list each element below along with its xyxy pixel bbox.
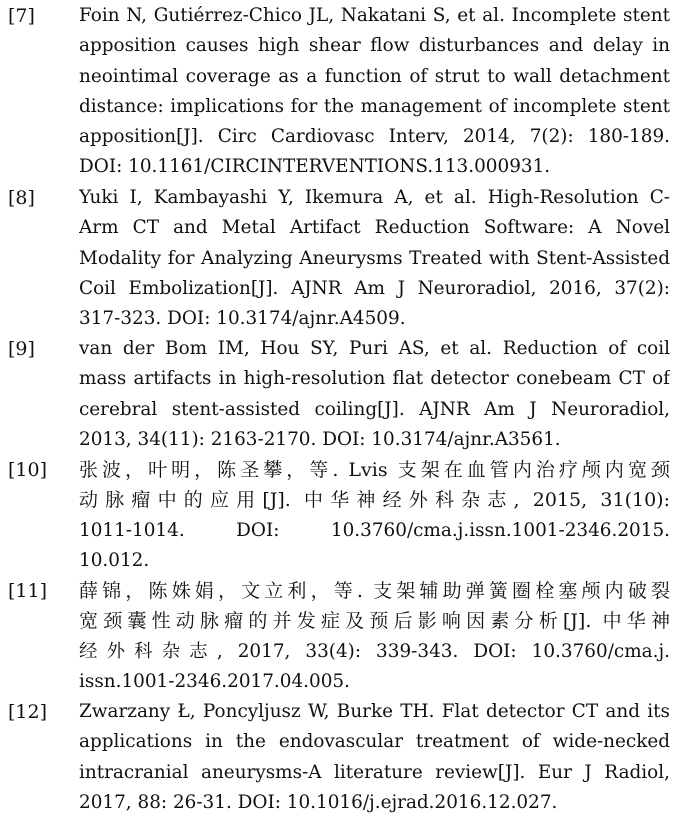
reference-line: Yuki I, Kambayashi Y, Ikemura A, et al. High-Resolution C- xyxy=(79,187,670,208)
reference-line: issn.1001-2346.2017.04.005. xyxy=(79,670,350,692)
reference-number: [12] xyxy=(8,701,48,723)
reference-line: 10.012. xyxy=(79,549,150,571)
reference-line: DOI: 10.1161/CIRCINTERVENTIONS.113.000931. xyxy=(79,156,551,178)
reference-line: neointimal coverage as a function of strut to wall detachment xyxy=(79,65,670,87)
reference-text xyxy=(79,183,670,334)
reference-line: Zwarzany Ł, Poncyljusz W, Burke TH. Flat detector CT and its xyxy=(79,701,670,722)
reference-line: applications in the endovascular treatment of wide-necked xyxy=(79,731,670,753)
reference-number: [8] xyxy=(8,187,35,209)
reference-line: 张波，叶明，陈圣攀，等. Lvis 支架在血管内治疗颅内宽颈 xyxy=(79,459,670,481)
reference-number: [10] xyxy=(8,459,48,481)
reference-line: 宽颈囊性动脉瘤的并发症及预后影响因素分析[J]. 中华神 xyxy=(79,610,670,633)
reference-line: 317-323. DOI: 10.3174/ajnr.A4509. xyxy=(79,308,406,330)
reference-line: intracranial aneurysms-A literature review[J]. Eur J Radiol, xyxy=(79,761,670,783)
reference-line: distance: implications for the management of incomplete stent xyxy=(79,95,670,117)
reference-number: [7] xyxy=(8,5,35,27)
reference-text xyxy=(79,455,670,576)
reference-text xyxy=(79,697,670,818)
reference-text xyxy=(79,1,670,183)
reference-line: Arm CT and Metal Artifact Reduction Software: A Novel xyxy=(79,217,670,239)
reference-line: apposition[J]. Circ Cardiovasc Interv, 2014, 7(2): 180-189. xyxy=(79,126,670,148)
reference-line: 2017, 88: 26-31. DOI: 10.1016/j.ejrad.2016.12.027. xyxy=(79,791,558,813)
reference-line: apposition causes high shear flow disturbances and delay in xyxy=(79,35,670,57)
reference-line: 薛锦，陈姝娟，文立利，等. 支架辅助弹簧圈栓塞颅内破裂 xyxy=(79,580,670,602)
reference-line: 经外科杂志, 2017, 33(4): 339-343. DOI: 10.3760/cma.j. xyxy=(79,640,670,662)
reference-line: cerebral stent-assisted coiling[J]. AJNR Am J Neuroradiol, xyxy=(79,398,670,420)
reference-line: 动脉瘤中的应用[J]. 中华神经外科杂志, 2015, 31(10): xyxy=(79,489,670,512)
reference-line: van der Bom IM, Hou SY, Puri AS, et al. Reduction of coil xyxy=(79,338,670,359)
reference-line: 2013, 34(11): 2163-2170. DOI: 10.3174/ajnr.A3561. xyxy=(79,428,561,450)
reference-line: 1011-1014. DOI: 10.3760/cma.j.issn.1001-2346.2015. xyxy=(79,519,670,541)
reference-text xyxy=(79,576,670,697)
reference-line: Foin N, Gutiérrez-Chico JL, Nakatani S, et al. Incomplete stent xyxy=(79,5,670,26)
reference-number: [9] xyxy=(8,338,35,360)
reference-text xyxy=(79,334,670,455)
reference-number: [11] xyxy=(8,580,48,602)
reference-line: mass artifacts in high-resolution flat detector conebeam CT of xyxy=(79,368,670,390)
reference-line: Modality for Analyzing Aneurysms Treated with Stent-Assisted xyxy=(79,247,670,269)
reference-line: Coil Embolization[J]. AJNR Am J Neuroradiol, 2016, 37(2): xyxy=(79,277,670,299)
